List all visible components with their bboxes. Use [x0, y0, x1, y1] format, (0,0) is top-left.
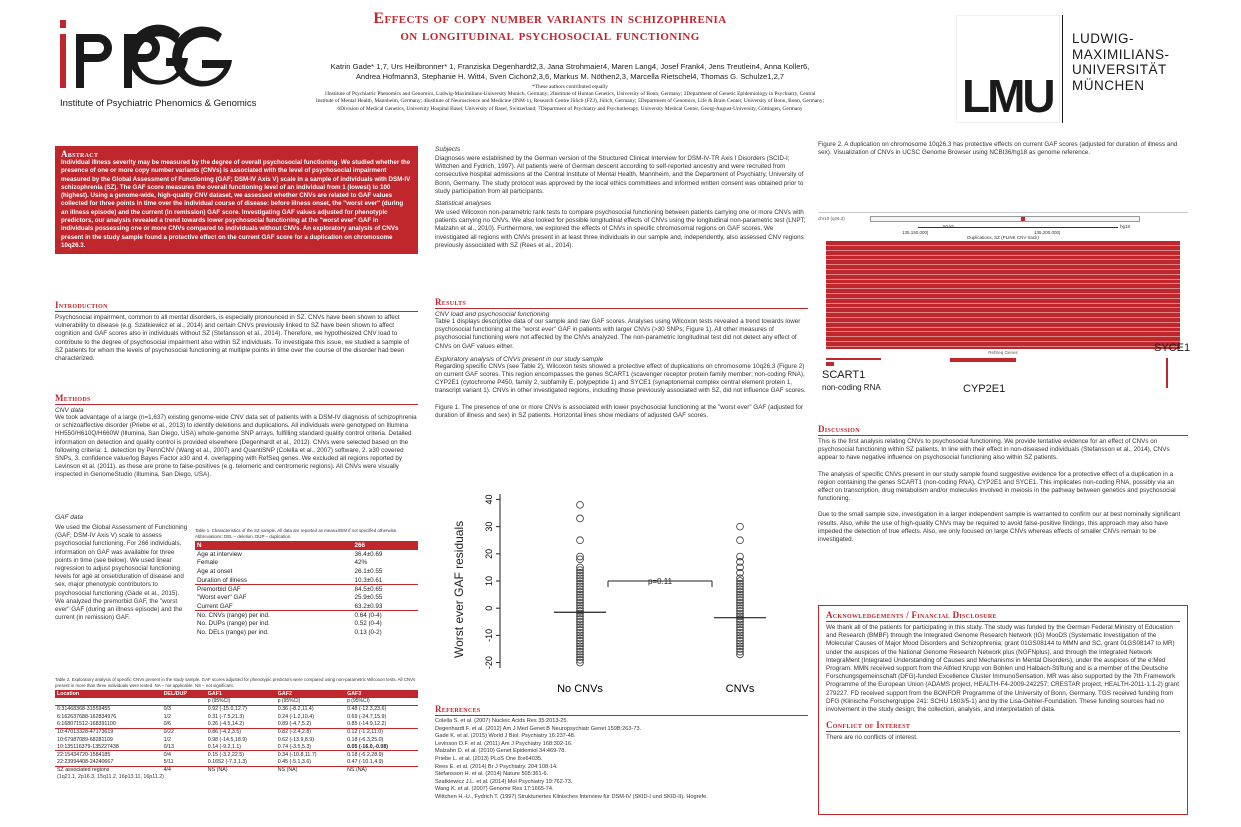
table-2-grid — [55, 690, 418, 774]
duplication-row — [826, 336, 1180, 337]
reference-item: Priebe L. et al. (2013) PLoS One 8:e64035. — [435, 755, 543, 762]
duplication-row — [826, 307, 1180, 308]
cnv-load-text: Table 1 displays descriptive data of our sample and raw GAF scores. Analyses using Wilcoxon tests revealed a trend towards lower psychosocial functioning at the "worst ever" GAF in patients with larger CNVs (>30 SNPs; Figure 1). All other measures of psychosocial functioning were not affected by the CNVs analyzed. The non-parametric longitudinal test did not detect any effect of CNVs on GAF values either. — [435, 318, 801, 350]
gaf-data-section — [55, 514, 189, 622]
table-row: Age at onset 26.1±0.55 — [197, 568, 383, 576]
y-tick-label: 0 — [484, 605, 494, 611]
affiliation-line-3: 6Division of Medical Genetics, University Hospital Basel, University of Basel, Switzerland; 7Department of Psychiatry and Psychotherapy, University Medical Center, Georg-August-University, Göttingen, Germany — [337, 105, 803, 112]
table-row: "Worst ever" GAF 25.9±0.55 — [197, 594, 383, 602]
affiliations — [250, 84, 890, 113]
ippg-logo — [58, 14, 257, 114]
abstract-box — [55, 146, 418, 254]
y-tick-label: 30 — [484, 521, 494, 532]
reference-item: Wang K. et al. (2007) Genome Res 17:1665-74. — [435, 786, 554, 793]
duplication-row — [826, 303, 1180, 304]
table-row: 10:135116379-135227438 0/13 0.14 (-9.2,1.1) 0.74 (-3.5,5.3) 0.05 (-16.0,-0.08) — [57, 743, 389, 750]
data-point — [577, 501, 584, 508]
table-row: 6:168071512-168391100 0/6 0.26 (-4.5,14.2) 0.89 (-4.7,5.2) 0.85 (-14.9,12.2) — [57, 721, 387, 728]
results-heading: Results — [435, 297, 808, 309]
discussion-heading: Discussion — [818, 424, 1188, 436]
abstract-text: Individual illness severity may be measured by the degree of overall psychosocial functioning. We studied whether the presence of one or more copy number variants (CNVs) is associated with the level of psychosocial impairment measured by the Global Assessment of Functioning (GAF; DSM-IV Axis V) scale in a sample of individuals with DSM-IV schizophrenia (SZ). The GAF score measures the overall functioning level of an individual from 1 (lowest) to 100 (highest). Using a genome-wide, high-quality CNV dataset, we assessed whether CNVs are related to GAF values collected for three points in time over the individual course of disease: before illness onset, the "worst ever" (during an illness episode) and the current (in remission) GAF score. Investigating GAF values adjusted for phenotypic predictors, our analysis revealed a trend towards lower psychosocial functioning at the "worst ever" GAF in individuals possessing one or more CNVs compared to individuals without CNVs. An exploratory analysis of CNVs present in the study sample found a protective effect on the current GAF score for a duplication on chromosome 10q26.3. — [61, 159, 411, 249]
duplication-row — [826, 346, 1180, 347]
equal-contribution-note: *These authors contributed equally — [532, 84, 608, 90]
reference-item: Gade K. et al. (2015) World J Biol. Psychiatry 16:237-48. — [435, 733, 576, 740]
subjects-section — [435, 146, 808, 250]
acknowledgements-box — [818, 605, 1188, 815]
table-row: 6:31468368-31559455 0/3 0.92 (-15.0,12.7) 0.36 (-8.2,11.4) 0.48 (-12.3,23.6) — [55, 705, 418, 713]
discussion-section — [818, 424, 1188, 544]
authors-line-1: Katrin Gade* 1,7, Urs Heilbronner* 1, Franziska Degenhardt2,3, Jana Strohmaier4, Maren Lang4, Josef Frank4, Jens Treutlein4, Anna Koller6, — [330, 62, 810, 71]
exploratory-text: Regarding specific CNVs (see Table 2), Wilcoxon tests showed a protective effect of duplications on chromosome 10q26.3 (Figure 2) on current GAF scores. This region encompasses the genes SCART1 (scavenger receptor protein family member; non-coding RNA), CYP2E1 (cytochrome P450, family 2, subfamily E, polypeptide 1) and SYCE1 (synaptonemal complex central element protein 1, transcript variant 1). CNVs in other investigated regions, including those previously associated with SZ, did not influence GAF scores. — [435, 362, 806, 395]
gene-label-scart1-sub: non-coding RNA — [822, 383, 881, 392]
methods-heading: Methods — [55, 393, 418, 405]
table-row: 6:162637688-162834976 1/2 0.31 (-7.5,21.3) 0.24 (-1.2,10.4) 0.69 (-24.7,15.9) — [57, 713, 387, 720]
table-row: No. DUPs (range) per ind. 0.52 (0-4) — [197, 620, 382, 628]
duplication-row — [826, 317, 1180, 318]
reference-item: Szatkiewicz J.L. et al. (2014) Mol Psychiatry 19:762-73. — [435, 778, 573, 785]
reference-item: Colella S. et al. (2007) Nucleic Acids Res 35:2013-25. — [435, 718, 569, 724]
reference-item: Degenhardt F. et al. (2012) Am J Med Genet B Neuropsychiatr Genet 159B:263-73. — [435, 725, 642, 732]
ippg-logo-subtitle: Institute of Psychiatric Phenomics & Genomics — [60, 98, 257, 109]
table-row: Age at interview 36.4±0.69 — [197, 550, 383, 558]
duplication-row — [826, 312, 1180, 313]
discussion-paragraph-3: Due to the small sample size, investigation in a larger independent sample is warranted to confirm our at best nominally significant results. Also, while the use of high-quality CNVs may be required to avoid false-positive findings, this approach may also have impeded the detection of true effects. Also, we only focused on large CNVs whereas effects of smaller CNVs remain to be investigated. — [818, 511, 1181, 544]
duplication-row — [826, 245, 1180, 246]
refseq-label: RefSeq Genes — [988, 350, 1018, 355]
duplication-row — [826, 255, 1180, 256]
data-point — [737, 537, 744, 544]
duplication-row — [826, 298, 1180, 299]
figure-2-browser — [818, 212, 1191, 412]
browser-ideogram — [870, 216, 1140, 222]
duplication-row — [826, 250, 1180, 251]
introduction-text: Psychosocial impairment, common to all mental disorders, is especially pronounced in SZ. CNVs have been shown to affect vulnerability to disease (e.g. Szatkiewicz et al., 2014) and certain CNVs previously linked to SZ have been shown to affect cognition and GAF scores also in individuals without SZ (Stefansson et al., 2014). Therefore, we hypothesized CNV load to contribute to the degree of psychosocial impairment also within SZ individuals. To investigate this issue, we studied a sample of SZ patients for whom the levels of psychosocial functioning at multiple points in time over the course of the disorder had been characterized. — [55, 314, 410, 363]
reference-item: Wittchen H.-U., Fydrich T. (1997) Strukturiertes Klinisches Interview für DSM-IV (SKID-I und SKID-II). Hogrefe. — [435, 793, 708, 800]
cnv-load-subheading: CNV load and psychosocial functioning — [435, 311, 550, 318]
table-row: No. DELs (range) per ind. 0.13 (0-2) — [197, 628, 382, 636]
cnv-data-text: We took advantage of a large (n=1,637) existing genome-wide CNV data set of patients with a DSM-IV diagnosis of schizophrenia or schizoaffective disorder (Priebe et al., 2013) to identify deletions and duplications. All individuals were genotyped on Illumina HH550/H610Q/H660W (Illumina, San Diego, USA) whole-genome SNP arrays, fulfilling standard quality control criteria. Detailed information on detection and quality control is provided elsewhere (Degenhardt et al., 2012). CNVs were selected based on the following criteria: 1. detection by PennCNV (Wang et al., 2007) and QuantiSNP (Colella et al., 2007) software, 2. ≥30 covered SNPs, 3. confidence value/log Bayes Factor ≥30 and 4. overlapping with RefSeq genes. We excluded all regions reported by Levinson et al. (2011), as these are prone to false-positives (e.g. telomeric and centromeric regions). All CNVs were visually inspected in GenomeStudio (Illumina, San Diego, USA). — [55, 414, 417, 479]
browser-pos2: 135,200,000| — [1034, 230, 1061, 235]
subjects-subheading: Subjects — [435, 146, 461, 153]
table-row: N 266 — [195, 541, 418, 550]
data-point — [577, 515, 584, 522]
table-subheader-row: p (95%CI) p (95%CI) p (95%CI) — [207, 698, 370, 705]
duplication-row — [826, 264, 1180, 265]
duplication-row — [826, 269, 1180, 270]
title-line-1: Effects of copy number variants in schizophrenia — [373, 10, 727, 27]
duplication-row — [826, 274, 1180, 275]
references-section — [435, 704, 808, 802]
table-2-caption: Table 2. Exploratory analysis of specific CNVs present in the study sample. GAF scores adjusted for phenotypic predictors were compared using non-parametric Wilcoxon tests. All CNVs present in more than three individuals were tested. NA – not applicable, NS – not significant. — [55, 677, 416, 688]
table-row: Duration of illness 10.3±0.61 — [197, 576, 383, 584]
reference-item: Malzahn D. et al. (2010) Genet Epidemiol 34:469-78. — [435, 748, 566, 755]
data-point — [577, 537, 584, 544]
duplication-track — [826, 241, 1180, 349]
table-1-caption: Table 1. Characteristics of the SZ sample. All data are reported as mean±SEM if not specified otherwise. Abbreviations: DEL – deletion, DUP – duplication. — [195, 528, 398, 539]
gene-label-cyp2e1: CYP2E1 — [963, 383, 1006, 395]
browser-track-label: Duplications, SZ (PLINK CNV track) — [967, 235, 1039, 240]
figure-1-ylabel: Worst ever GAF residuals — [452, 520, 466, 658]
table-row: 22:15434720-1584185 0/4 0.15 (-3.2,22.5) 0.34 (-10.8,11.7) 0.18 (-6.2,28.9) — [55, 751, 418, 759]
duplication-row — [826, 322, 1180, 323]
gaf-data-text: We used the Global Assessment of Functioning (GAF; DSM-IV Axis V) scale to assess psychosocial functioning. For 266 individuals, information on GAF was available for three points in time (see below). We used linear regression to adjust psychosocial functioning levels for age at onset/duration of disease and sex, major phenotypic contributors to psychosocial functioning (Gade et al., 2015). We analyzed the premorbid GAF, the "worst ever" GAF (during an illness episode) and the current (in remission) GAF. — [55, 524, 188, 622]
conflict-heading: Conflict of Interest — [826, 720, 1180, 732]
table-row: Premorbid GAF 84.5±0.65 — [195, 585, 418, 594]
table-2 — [55, 677, 418, 780]
table-row: Current GAF 63.2±0.93 — [197, 602, 383, 610]
x-category-label: No CNVs — [557, 683, 603, 695]
table-row: 22:23994408-24240667 5/11 0.1652 (-7.3,1.3) 0.45 (-5.1,3.6) 0.47 (-10.1,4.9) — [57, 759, 384, 766]
y-tick-label: 10 — [484, 575, 494, 587]
exploratory-subheading: Exploratory analysis of CNVs present in our study sample — [435, 355, 604, 363]
conflict-text: There are no conflicts of interest. — [826, 734, 918, 742]
browser-pos1: 135,150,000| — [902, 230, 929, 235]
figure-2-caption-block — [818, 141, 1188, 157]
duplication-row — [826, 279, 1180, 280]
acknowledgements-heading: Acknowledgements / Financial Disclosure — [826, 610, 1180, 622]
subjects-text: Diagnoses were established by the German version of the Structured Clinical Interview for DSM-IV-TR Axis I Disorders (SCID-I; Wittchen and Fydrich, 1997). All patients were of German descent according to self-reported ancestry and were recruited from consecutive hospital admissions at the Central Institute of Mental Health, Mannheim, and the Department of Psychiatry, University of Bonn, Germany. The study protocol was approved by the local ethics committees and informed written consent was obtained prior to study participation from all participants. — [435, 155, 804, 195]
data-point — [737, 523, 744, 530]
table-row: Female 42% — [197, 559, 368, 567]
statistics-subheading: Statistical analyses — [435, 200, 492, 208]
lmu-logo — [956, 15, 1186, 123]
table-header-row: Location DEL/DUP GAF1 GAF2 GAF3 — [55, 690, 418, 698]
reference-item: Rees E. et al. (2014) Br J Psychiatry. 204:108-14. — [435, 763, 558, 770]
poster-title — [330, 10, 770, 45]
duplication-row — [826, 259, 1180, 260]
gene-label-scart1: SCART1 — [822, 369, 866, 381]
duplication-row — [826, 283, 1180, 284]
acknowledgements-text: We thank all of the patients for participating in this study. The study was funded by the German Federal Ministry of Education and Research (BMBF) through the Integrated Genome Research Network (IG) MooDS (Systematic Investigation of the Molecular Causes of Major Mood Disorders and Schizophrenia; grant 01GS08144 to MMN and SC, grant 01GS08147 to MR) under the auspices of the National Genome Research Network plus (NGFNplus), and through the Integrated Network IntegraMent (Integrated Understanding of Causes and Mechanisms in Mental Disorders), under the auspices of the e:Med Program. MMN received support from the Alfried Krupp von Bohlen und Halbach-Stiftung and is a member of the Deutsche Forschungsgemeinschaft (DFG)-funded Excellence Cluster ImmunoSensation. MR was also supported by the 7th Framework Programme of the European Union (ADAMS project, HEALTH-F4-2009-242257; CRESTAR project, HEALTH-2011-1.1-2) grant 279227. FD received support from the BONFOR Programme of the University of Bonn, Germany. TGS received funding from DFG (Klinische Forschergruppe 241: SCHU 1603/5-1) and by the Lisa-Oehler-Foundation. These funding sources had no involvement in the study design; the collection, analysis, and interpretation of data. — [826, 624, 1180, 714]
browser-scale: 50 kb — [943, 224, 955, 229]
lmu-logo-text: LUDWIG- MAXIMILIANS- UNIVERSITÄT MÜNCHEN — [1072, 31, 1170, 93]
abstract-heading: Abstract — [61, 149, 99, 159]
browser-chr-label: chr10 (q26.3) — [818, 216, 845, 221]
y-tick-label: 20 — [484, 548, 494, 559]
table-row: 10:67987089-68281109 1/2 0.98 (-14.5,18.9) 0.62 (-13.9,8.9) 0.18 (-6.3,25.0) — [57, 736, 384, 743]
affiliation-line-1: 1Institute of Psychiatric Phenomics and Genomics, Ludwig-Maximilians-University Munich, Germany; 2Institute of Human Genetics, University of Bonn, Germany; 3Department of Genetic Epidemiology in Psychiatry, Central — [324, 91, 816, 98]
table-1-grid — [195, 541, 418, 637]
browser-build: hg18 — [1120, 224, 1131, 229]
statistics-text: We used Wilcoxon non-parametric rank tests to compare psychosocial functioning between patients carrying one or more CNVs with patients carrying no CNVs. We also looked for possible longitudinal effects of CNVs using the longitudinal non-parametric test (LNPT; Malzahn et al., 2010). Furthermore, we explored the effects of CNVs in specific chromosomal regions on GAF scores. We investigated all regions with CNVs present in at least three individuals in our sample and, independently, also assessed CNV regions previously associated with SZ (Rees et al., 2014). — [435, 209, 806, 249]
reference-item: Levinson D.F. et al. (2011) Am J Psychiatry 168:302-16. — [435, 740, 573, 747]
ippg-logo-mark — [58, 14, 248, 94]
duplication-row — [826, 341, 1180, 342]
duplication-row — [826, 293, 1180, 294]
duplication-row — [826, 331, 1180, 332]
y-tick-label: -20 — [484, 656, 494, 670]
affiliation-line-2: Institute of Mental Health, Mannheim, Germany; 4Institute of Neuroscience and Medicine (INM-1), Research Centre Jülich (FZJ), Jülich, Germany; 5Department of Genomics, Life & Brain Center, University of Bonn, Bonn, Germany; — [315, 98, 825, 105]
references-heading: References — [435, 704, 808, 716]
title-line-2: on longitudinal psychosocial functioning — [400, 27, 700, 44]
discussion-paragraph-2: The analysis of specific CNVs present in our study sample found suggestive evidence for a protective effect of a duplication in a region containing the genes SCART1 (non-coding RNA), CYP2E1 and SYCE1. This implicates non-coding RNA, possibly via an effect on transcription, drug metabolism and/or molecules involved in meiosis in the pathway between genetics and psychosocial functioning. — [818, 470, 1176, 503]
results-section — [435, 297, 808, 420]
figure-1-caption: Figure 1. The presence of one or more CNVs is associated with lower psychosocial functioning at the "worst ever" GAF (adjusted for duration of illness and sex) in SZ patients. Horizontal lines show medians of adjusted GAF scores. — [435, 403, 803, 419]
introduction-heading: Introduction — [55, 300, 418, 312]
duplication-row — [826, 288, 1180, 289]
table-row: 10:47013328-47173619 0/22 0.86 (-4.2,3.5) 0.82 (-2.4,2.8) 0.12 (-1.2,11.0) — [55, 728, 418, 736]
y-tick-label: -10 — [484, 628, 494, 642]
figure-1 — [450, 488, 790, 700]
figure-2-caption: Figure 2. A duplication on chromosome 10q26.3 has protective effects on current GAF scores (adjusted for duration of illness and sex). Visualization of CNVs in UCSC Genome Browser using NCBI36/hg18 as genome reference. — [818, 141, 1178, 157]
methods-section — [55, 393, 418, 480]
cnv-data-subheading: CNV data — [55, 407, 84, 414]
gene-label-syce1: SYCE1 — [1154, 342, 1191, 354]
table-row: No. CNVs (range) per ind. 0.64 (0-4) — [195, 611, 418, 620]
duplication-row — [826, 327, 1180, 328]
y-tick-label: 40 — [484, 494, 494, 505]
authors-line-2: Andrea Hofmann3, Stephanie H. Witt4, Sven Cichon2,3,6, Markus M. Nöthen2,3, Marcella Rietschel4, Thomas G. Schulze1,2,7 — [355, 72, 785, 81]
table-2-footnote: (1q21.1, 2p16.3, 15q11.2, 16p13.11, 16p11.2) — [57, 773, 164, 780]
x-category-label: CNVs — [725, 683, 755, 695]
gaf-data-subheading: GAF data — [55, 514, 84, 521]
table-row: SZ associated regions 4/4 NS (NA) NS (NA) NS (NA) — [55, 766, 418, 774]
table-1 — [195, 528, 418, 637]
lmu-logo-mark: LMU — [962, 70, 1053, 122]
authors — [270, 62, 870, 82]
references-list — [435, 718, 808, 802]
discussion-paragraph-1: This is the first analysis relating CNVs to psychosocial functioning. We provide tentative evidence for an effect of CNVs on psychosocial functioning within SZ patients. In line with their effect in non-diseased individuals (Stefansson et al., 2014), CNVs appear to have negative influence on psychosocial functioning also within SZ patients. — [818, 438, 1170, 462]
p-value-label: p=0.11 — [647, 577, 673, 586]
reference-item: Stefansson H. et al. (2014) Nature 505:361-6. — [435, 771, 549, 778]
introduction-section — [55, 300, 418, 363]
figure-1-plot — [450, 488, 790, 700]
